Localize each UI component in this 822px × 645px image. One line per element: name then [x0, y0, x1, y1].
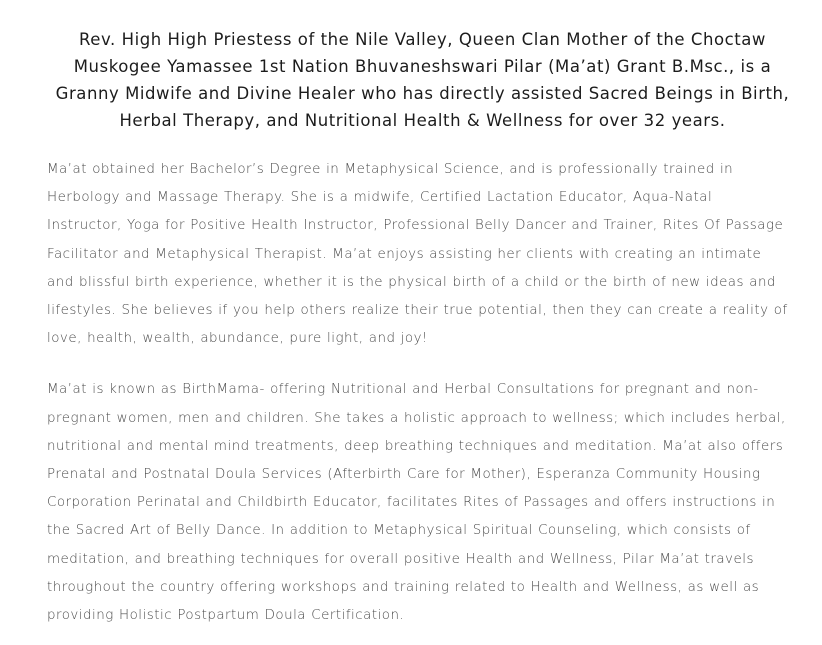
bio-paragraph-education: Ma’at obtained her Bachelor’s Degree in Metaphysical Science, and is professionally trained in Herbology and Massage Therapy. She is a midwife, Certified Lactation Educator, Aqua-Natal Instructor, Yoga for Positive Health Instructor, Professional Belly Dancer and Trainer, Rites Of Passage Facilitator and Metaphysical Therapist. Ma’at enjoys assisting her clients with creating an intimate and blissful birth experience, whether it is the physical birth of a child or the birth of new ideas and lifestyles. She believes if you help others realize their true potential, then they can create a reality of love, health, wealth, abundance, pure light, and joy! — [47, 162, 788, 347]
bio-paragraph-services: Ma’at is known as BirthMama- offering Nutritional and Herbal Consultations for pregnant and non-pregnant women, men and children. She takes a holistic approach to wellness; which includes herbal, nutritional and mental mind treatments, deep breathing techniques and meditation. Ma’at also offers Prenatal and Postnatal Doula Services (Afterbirth Care for Mother), Esperanza Community Housing Corporation Perinatal and Childbirth Educator, facilitates Rites of Passages and offers instructions in the Sacred Art of Belly Dance. In addition to Metaphysical Spiritual Counseling, which consists of meditation, and breathing techniques for overall positive Health and Wellness, Pilar Ma’at travels throughout the country offering workshops and training related to Health and Wellness, as well as providing Holistic Postpartum Doula Certification. — [47, 382, 786, 624]
intro-heading: Rev. High High Priestess of the Nile Valley, Queen Clan Mother of the Choctaw Muskogee Yamassee 1st Nation Bhuvaneshswari Pilar (Ma’at) Grant B.Msc., is a Granny Midwife and Divine Healer who has directly assisted Sacred Beings in Birth, Herbal Therapy, and Nutritional Health & Wellness for over 32 years. — [55, 30, 790, 130]
